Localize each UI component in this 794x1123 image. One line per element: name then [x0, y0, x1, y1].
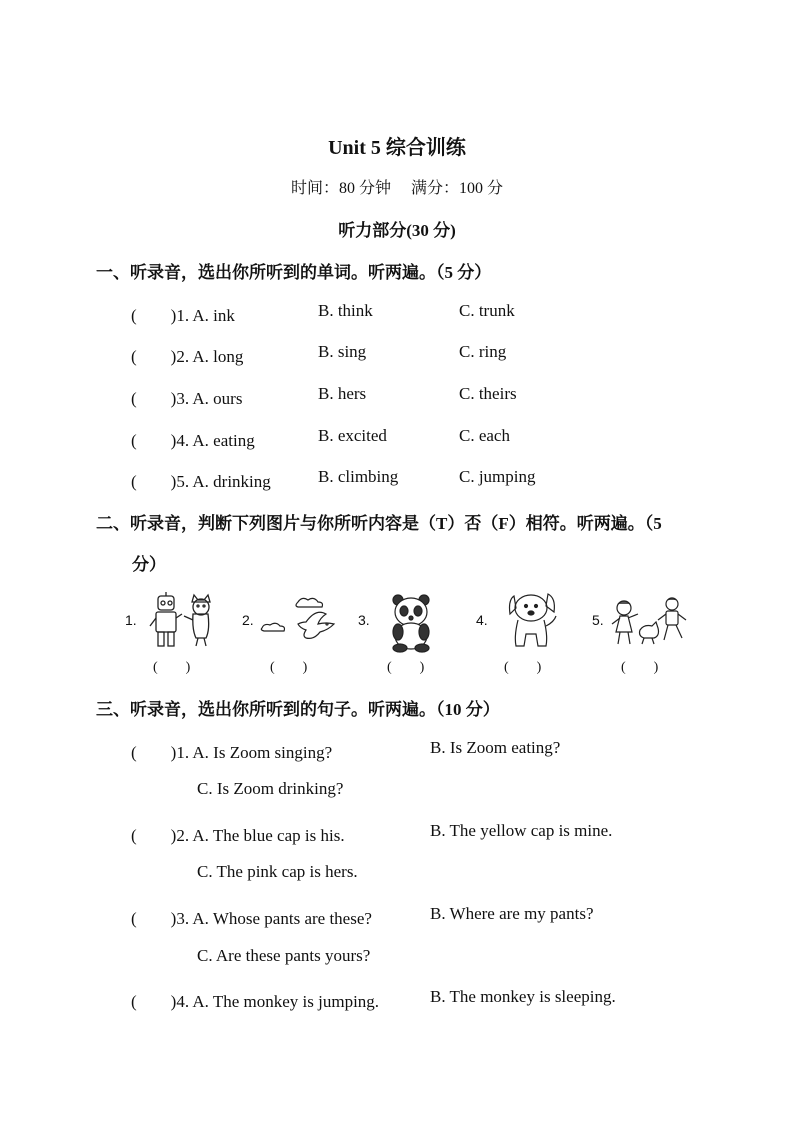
s1-q5-b: B. climbing — [318, 467, 399, 486]
s3-q1-b: B. Is Zoom eating? — [430, 738, 561, 757]
s1-q1-a: ( )1. A. ink — [131, 306, 235, 325]
pic2-number: 2. — [242, 612, 254, 628]
s1-q1-b: B. think — [318, 301, 373, 320]
s3-q2-c: C. The pink cap is hers. — [197, 862, 358, 881]
s3-q4-b: B. The monkey is sleeping. — [430, 987, 616, 1006]
s3-q2-b: B. The yellow cap is mine. — [430, 821, 613, 840]
section2-heading: 二、听录音，判断下列图片与你所听内容是（T）否（F）相符。听两遍。（5 — [96, 514, 662, 533]
pic5-number: 5. — [592, 612, 604, 628]
s3-q2-a: ( )2. A. The blue cap is his. — [131, 826, 345, 845]
s1-q2-b: B. sing — [318, 342, 367, 361]
s1-q4-a: ( )4. A. eating — [131, 431, 255, 450]
pic1-answer[interactable]: ( ) — [153, 660, 191, 675]
section1-heading: 一、听录音，选出你所听到的单词。听两遍。（5 分） — [96, 263, 492, 282]
pic4-number: 4. — [476, 612, 488, 628]
s1-q2-c: C. ring — [459, 342, 507, 361]
s1-q3-b: B. hers — [318, 384, 367, 403]
children-and-dog-icon — [610, 596, 690, 654]
s3-q1-a: ( )1. A. Is Zoom singing? — [131, 743, 333, 762]
bird-and-clouds-icon — [260, 594, 338, 654]
s1-q4-c: C. each — [459, 426, 510, 445]
s3-q4-a: ( )4. A. The monkey is jumping. — [131, 992, 380, 1011]
pic3-number: 3. — [358, 612, 370, 628]
pic2-answer[interactable]: ( ) — [270, 660, 308, 675]
s1-q3-c: C. theirs — [459, 384, 517, 403]
section2-heading-cont: 分） — [132, 555, 166, 574]
s1-q2-a: ( )2. A. long — [131, 347, 244, 366]
s3-q3-a: ( )3. A. Whose pants are these? — [131, 909, 372, 928]
pic1-number: 1. — [125, 612, 137, 628]
panda-icon — [384, 592, 440, 654]
dog-icon — [504, 590, 560, 654]
s1-q5-c: C. jumping — [459, 467, 536, 486]
s3-q1-c: C. Is Zoom drinking? — [197, 779, 344, 798]
s1-q1-c: C. trunk — [459, 301, 515, 320]
section3-heading: 三、听录音，选出你所听到的句子。听两遍。（10 分） — [96, 700, 500, 719]
s1-q4-b: B. excited — [318, 426, 387, 445]
robot-and-cat-icon — [148, 592, 218, 654]
s1-q3-a: ( )3. A. ours — [131, 389, 243, 408]
exam-meta: 时间：80 分钟 满分：100 分 — [290, 180, 503, 197]
s3-q3-b: B. Where are my pants? — [430, 904, 594, 923]
part-heading: 听力部分(30 分) — [338, 221, 456, 240]
s3-q3-c: C. Are these pants yours? — [197, 946, 371, 965]
pic5-answer[interactable]: ( ) — [621, 660, 659, 675]
pic3-answer[interactable]: ( ) — [387, 660, 425, 675]
pic4-answer[interactable]: ( ) — [504, 660, 542, 675]
page-title: Unit 5 综合训练 — [328, 137, 466, 159]
s1-q5-a: ( )5. A. drinking — [131, 472, 271, 491]
